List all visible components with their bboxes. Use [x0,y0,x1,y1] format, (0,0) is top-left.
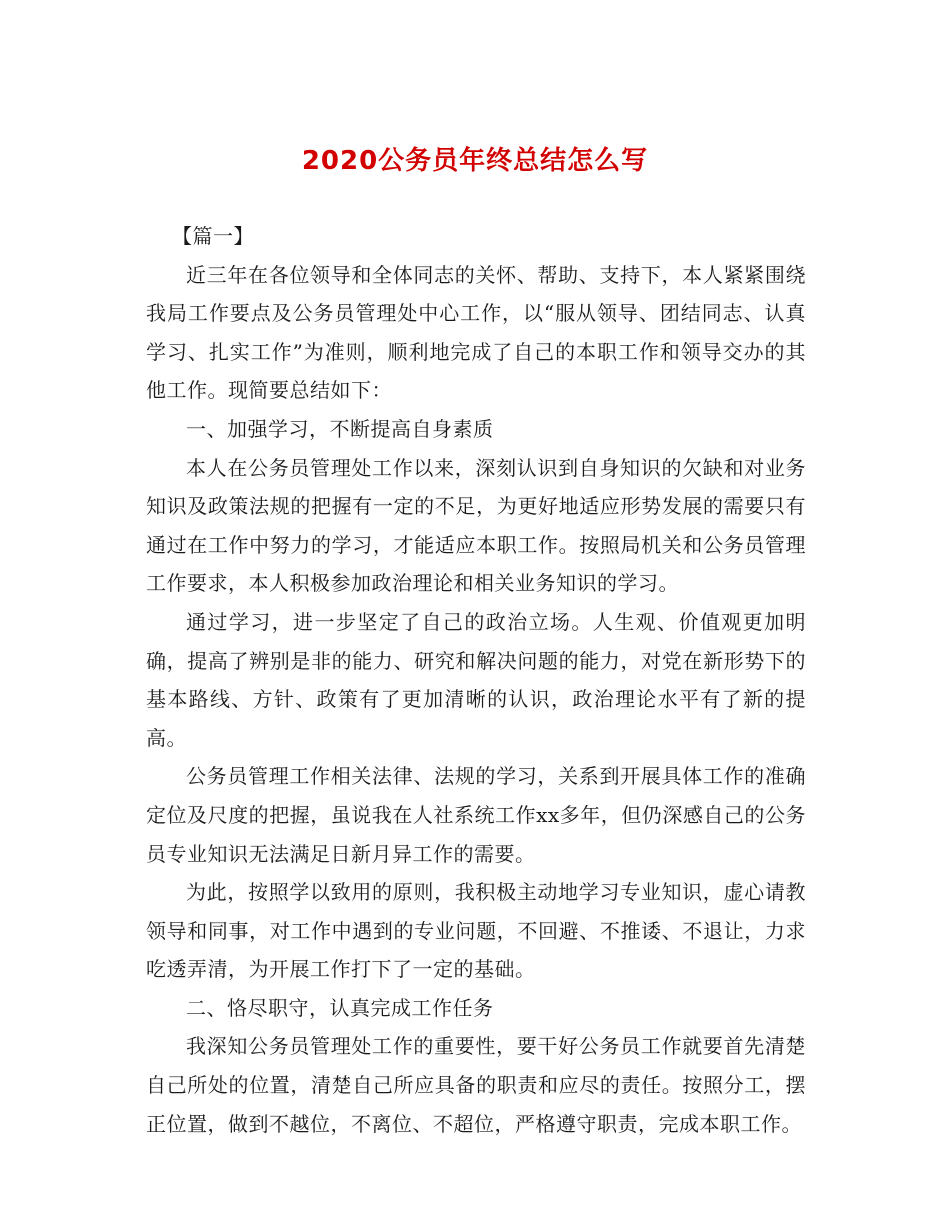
body-paragraph: 通过学习，进一步坚定了自己的政治立场。人生观、价值观更加明确，提高了辨别是非的能力、研究和解决问题的能力，对党在新形势下的基本路线、方针、政策有了更加清晰的认识，政治理论水平有了新的提高。 [146,609,806,750]
body-paragraph: 公务员管理工作相关法律、法规的学习，关系到开展具体工作的准确定位及尺度的把握，虽说我在人社系统工作xx多年，但仍深感自己的公务员专业知识无法满足日新月异工作的需要。 [146,764,806,866]
section-heading-2: 二、恪尽职守，认真完成工作任务 [186,995,494,1020]
intro-paragraph: 近三年在各位领导和全体同志的关怀、帮助、支持下，本人紧紧围绕我局工作要点及公务员管理处中心工作，以“服从领导、团结同志、认真学习、扎实工作”为准则，顺利地完成了自己的本职工作和领导交办的其他工作。现简要总结如下： [146,262,806,403]
document-body [146,217,806,1143]
body-paragraph: 我深知公务员管理处工作的重要性，要干好公务员工作就要首先清楚自己所处的位置，清楚自己所应具备的职责和应尽的责任。按照分工，摆正位置，做到不越位，不离位、不超位，严格遵守职责，完成本职工作。 [146,1034,806,1136]
section-heading-1: 一、加强学习，不断提高自身素质 [186,416,494,441]
body-paragraph: 本人在公务员管理处工作以来，深刻认识到自身知识的欠缺和对业务知识及政策法规的把握有一定的不足，为更好地适应形势发展的需要只有通过在工作中努力的学习，才能适应本职工作。按照局机关和公务员管理工作要求，本人积极参加政治理论和相关业务知识的学习。 [146,455,806,596]
section-marker: 【篇一】 [172,224,254,248]
document-title: 2020公务员年终总结怎么写 [301,146,649,176]
body-paragraph: 为此，按照学以致用的原则，我积极主动地学习专业知识，虚心请教领导和同事，对工作中遇到的专业问题，不回避、不推诿、不退让，力求吃透弄清，为开展工作打下了一定的基础。 [146,880,806,982]
